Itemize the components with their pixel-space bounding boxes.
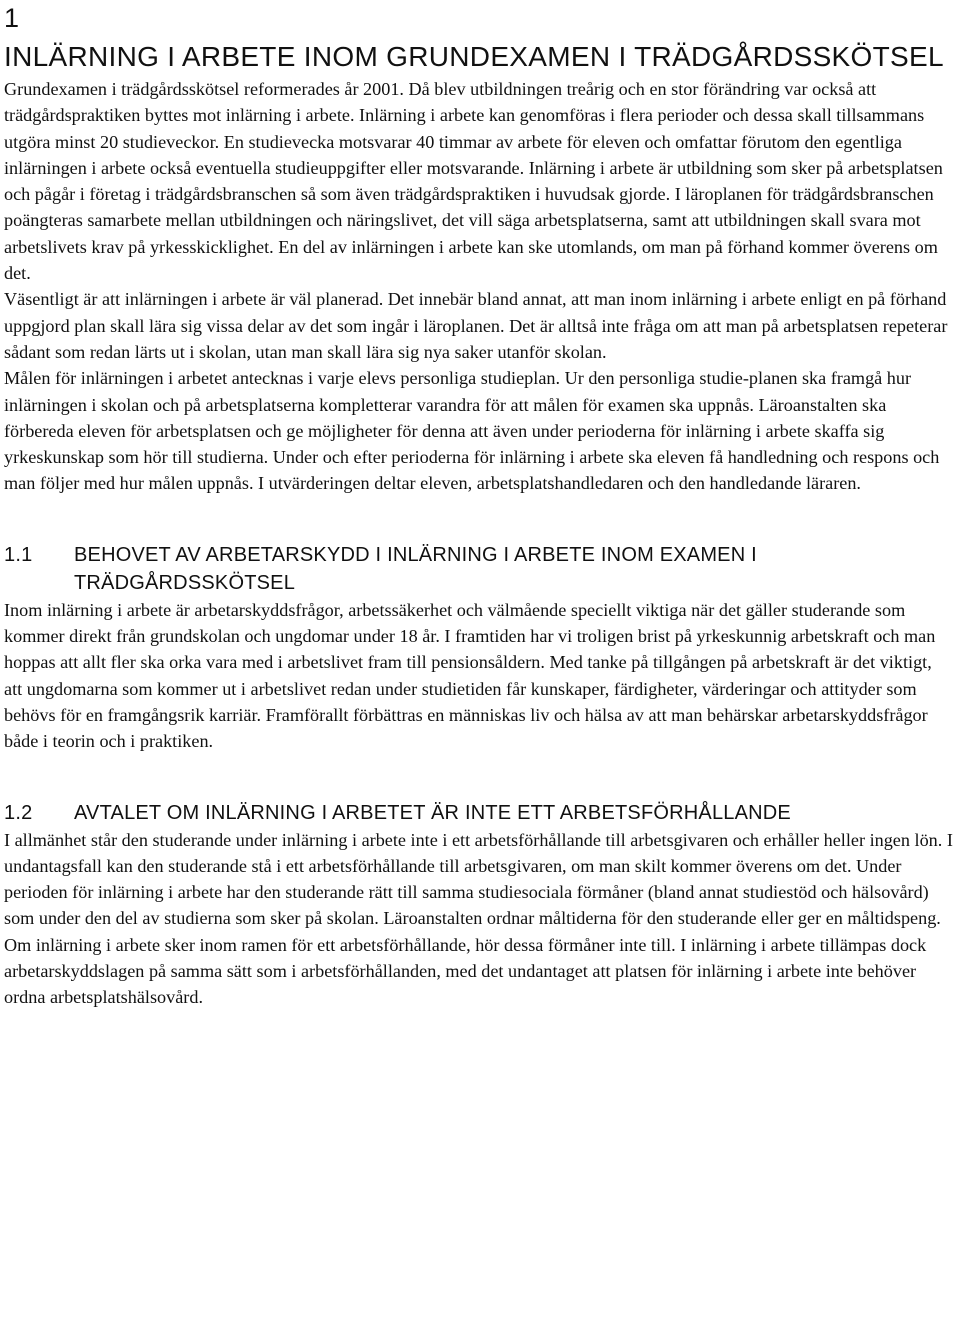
chapter-number: 1 xyxy=(4,3,20,33)
intro-paragraph-3: Målen för inlärningen i arbetet antecknas i varje elevs personliga studieplan. Ur den personliga studie-planen ska framgå hur inlärningen i skolan och på arbetsplatserna kompletterar varandra för att målen för examen ska uppnås. Läroanstalten ska förbereda eleven för arbetsplatsen och ge möjligheter för denna att även under perioderna för inlärning i arbete skaffa sig yrkeskunskap som hör till studierna. Under och efter perioderna för inlärning i arbete ska eleven få handledning och respons och man följer med hur målen uppnås. I utvärderingen deltar eleven, arbetsplatshandledaren och den handledande läraren. xyxy=(4,368,940,494)
section-title: BEHOVET AV ARBETARSKYDD I INLÄRNING I ARBETE INOM EXAMEN I TRÄDGÅRDSSKÖTSEL xyxy=(74,543,757,594)
section-number: 1.2 xyxy=(4,801,33,824)
section-number: 1.1 xyxy=(4,543,33,566)
section-heading-1-2 xyxy=(4,799,954,827)
section-1-2-paragraph: I allmänhet står den studerande under inlärning i arbete inte i ett arbetsförhållande till arbetsgivaren och erhåller heller ingen lön. I undantagsfall kan den studerande stå i ett arbetsförhållande till arbetsgivaren, om man skilt kommer överens om det. Under perioden för inlärning i arbete har den studerande rätt till samma studiesociala förmåner (bland annat studiestöd och hälsovård) som under den del av studierna som sker på skolan. Läroanstalten ordnar måltiderna för den studerande eller ger en måltidspeng. Om inlärning i arbete sker inom ramen för ett arbetsförhållande, hör dessa förmåner inte till. I inlärning i arbete tillämpas dock arbetarskyddslagen på samma sätt som i arbetsförhållanden, med det undantaget att platsen för inlärning i arbete inte behöver ordna arbetsplatshälsovård. xyxy=(4,829,953,1008)
section-1-1-paragraph: Inom inlärning i arbete är arbetarskyddsfrågor, arbetssäkerhet och välmående speciellt viktiga när det gäller studerande som kommer direkt från grundskolan och ungdomar under 18 år. I framtiden har vi troligen brist på yrkeskunnig arbetskraft och man hoppas att allt fler ska orka vara med i arbetslivet fram till pensionsåldern. Med tanke på tillgången på arbetskraft är det viktigt, att ungdomarna som kommer ut i arbetslivet redan under studietiden får kunskaper, färdigheter, värderingar och attityder som behövs för en framgångsrik karriär. Framförallt förbättras en människas liv och hälsa av att man behärskar arbetarskyddsfrågor både i teorin och i praktiken. xyxy=(4,599,936,752)
chapter-title: INLÄRNING I ARBETE INOM GRUNDEXAMEN I TRÄDGÅRDSSKÖTSEL xyxy=(4,41,944,72)
intro-paragraph-1: Grundexamen i trädgårdsskötsel reformerades år 2001. Då blev utbildningen treårig och en stor förändring var också att trädgårdspraktiken byttes mot inlärning i arbete. Inlärning i arbete kan genomföras i flera perioder och dessa skall tillsammans utgöra minst 20 studieveckor. En studievecka motsvarar 40 timmar av arbete för eleven och omfattar förutom den egentliga inlärningen i arbete också eventuella studieuppgifter eller motsvarande. Inlärning i arbete är utbildning som sker på arbetsplatsen och pågår i företag i trädgårdsbranschen så som även trädgårdspraktiken i huvudsak gjorde. I läroplanen för trädgårdsbranschen poängteras samarbete mellan utbildningen och näringslivet, det vill säga arbetsplatserna, samt att utbildningen skall svara mot arbetslivets krav på yrkesskicklighet. En del av inlärningen i arbete kan ske utomlands, om man på förhand kommer överens om det. xyxy=(4,79,943,284)
intro-paragraph-2: Väsentligt är att inlärningen i arbete är väl planerad. Det innebär bland annat, att man inom inlärning i arbete enligt en på förhand uppgjord plan skall lära sig vissa delar av det som ingår i läroplanen. Det är alltså inte fråga om att man på arbetsplatsen repeterar sådant som redan lärts ut i skolan, utan man skall lära sig nya saker utanför skolan. xyxy=(4,289,948,362)
section-heading-1-1 xyxy=(4,541,954,597)
section-title: AVTALET OM INLÄRNING I ARBETET ÄR INTE ETT ARBETSFÖRHÅLLANDE xyxy=(74,801,791,824)
